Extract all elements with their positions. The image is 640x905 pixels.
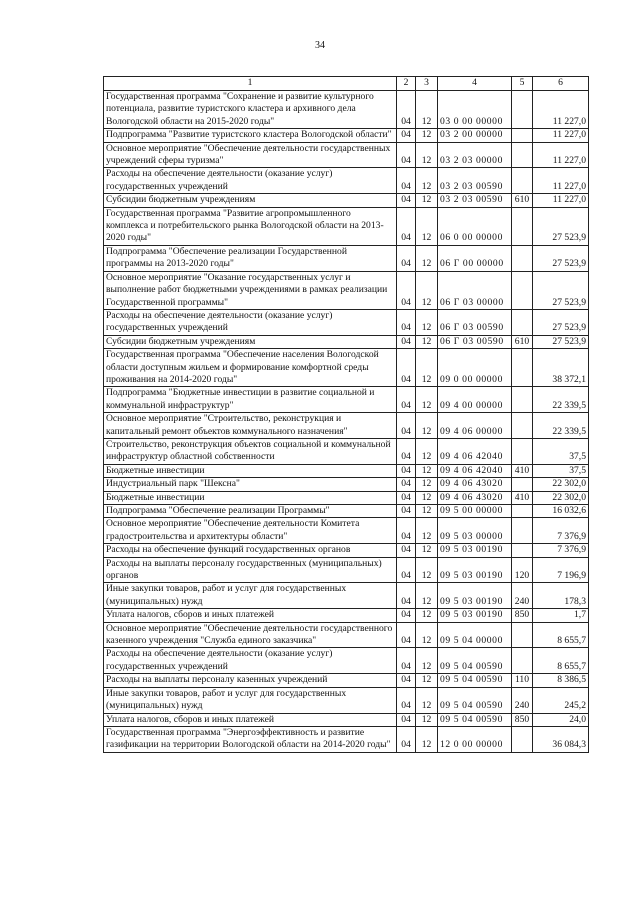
amount: 8 655,7: [533, 648, 589, 674]
target-article-code: 09 5 03 00190: [438, 583, 512, 609]
subsection-code: 12: [416, 491, 438, 504]
amount: 27 523,9: [533, 207, 589, 245]
amount: 8 655,7: [533, 622, 589, 648]
section-code: 04: [397, 464, 416, 477]
subsection-code: 12: [416, 622, 438, 648]
table-row: [104, 544, 589, 557]
expense-type-code: [512, 478, 533, 491]
amount: 16 032,6: [533, 505, 589, 518]
amount: 24,0: [533, 713, 589, 726]
item-name: Государственная программа "Энергоэффективность и развитие газификации на территории Вологодской области на 2014-2020 годы": [104, 726, 397, 752]
expense-type-code: [512, 622, 533, 648]
table-row: [104, 505, 589, 518]
expense-type-code: 850: [512, 713, 533, 726]
expense-type-code: [512, 648, 533, 674]
amount: 11 227,0: [533, 142, 589, 168]
amount: 27 523,9: [533, 271, 589, 309]
target-article-code: 06 Г 03 00590: [438, 335, 512, 348]
subsection-code: 12: [416, 648, 438, 674]
table-row: [104, 648, 589, 674]
target-article-code: 09 5 04 00000: [438, 622, 512, 648]
section-code: 04: [397, 674, 416, 687]
subsection-code: 12: [416, 349, 438, 387]
amount: 37,5: [533, 438, 589, 464]
target-article-code: 06 0 00 00000: [438, 207, 512, 245]
subsection-code: 12: [416, 557, 438, 583]
section-code: 04: [397, 309, 416, 335]
subsection-code: 12: [416, 505, 438, 518]
table-row: [104, 674, 589, 687]
section-code: 04: [397, 544, 416, 557]
item-name: Расходы на обеспечение деятельности (оказание услуг) государственных учреждений: [104, 168, 397, 194]
subsection-code: 12: [416, 194, 438, 207]
table-row: [104, 194, 589, 207]
target-article-code: 12 0 00 00000: [438, 726, 512, 752]
table-row: [104, 349, 589, 387]
table-row: [104, 309, 589, 335]
item-name: Расходы на обеспечение деятельности (оказание услуг) государственных учреждений: [104, 309, 397, 335]
target-article-code: 09 5 03 00190: [438, 544, 512, 557]
amount: 27 523,9: [533, 335, 589, 348]
section-code: 04: [397, 478, 416, 491]
section-code: 04: [397, 726, 416, 752]
subsection-code: 12: [416, 609, 438, 622]
section-code: 04: [397, 609, 416, 622]
item-name: Государственная программа "Сохранение и развитие культурного потенциала, развитие туристского кластера и архивного дела Вологодской области на 2015-2020 годы": [104, 91, 397, 129]
expense-type-code: [512, 129, 533, 142]
subsection-code: 12: [416, 168, 438, 194]
subsection-code: 12: [416, 713, 438, 726]
budget-table: [103, 76, 589, 753]
table-row: [104, 478, 589, 491]
subsection-code: 12: [416, 674, 438, 687]
item-name: Расходы на обеспечение деятельности (оказание услуг) государственных учреждений: [104, 648, 397, 674]
target-article-code: 09 0 00 00000: [438, 349, 512, 387]
table-row: [104, 245, 589, 271]
section-code: 04: [397, 168, 416, 194]
item-name: Бюджетные инвестиции: [104, 464, 397, 477]
item-name: Основное мероприятие "Оказание государственных услуг и выполнение работ бюджетными учреждениями в рамках реализации Государственной программы": [104, 271, 397, 309]
section-code: 04: [397, 349, 416, 387]
expense-type-code: [512, 309, 533, 335]
target-article-code: 09 5 04 00590: [438, 713, 512, 726]
expense-type-code: [512, 349, 533, 387]
subsection-code: 12: [416, 478, 438, 491]
amount: 178,3: [533, 583, 589, 609]
target-article-code: 06 Г 00 00000: [438, 245, 512, 271]
expense-type-code: 850: [512, 609, 533, 622]
target-article-code: 06 Г 03 00000: [438, 271, 512, 309]
section-code: 04: [397, 387, 416, 413]
subsection-code: 12: [416, 583, 438, 609]
expense-type-code: 240: [512, 687, 533, 713]
item-name: Иные закупки товаров, работ и услуг для государственных (муниципальных) нужд: [104, 687, 397, 713]
target-article-code: 09 4 06 00000: [438, 413, 512, 439]
header-col-1: 1: [104, 77, 397, 91]
item-name: Основное мероприятие "Обеспечение деятельности государственного казенного учреждения "Служба единого заказчика": [104, 622, 397, 648]
section-code: 04: [397, 335, 416, 348]
expense-type-code: [512, 245, 533, 271]
target-article-code: 09 4 00 00000: [438, 387, 512, 413]
expense-type-code: [512, 518, 533, 544]
expense-type-code: 110: [512, 674, 533, 687]
item-name: Подпрограмма "Бюджетные инвестиции в развитие социальной и коммунальной инфраструктур": [104, 387, 397, 413]
item-name: Уплата налогов, сборов и иных платежей: [104, 713, 397, 726]
target-article-code: 09 5 00 00000: [438, 505, 512, 518]
subsection-code: 12: [416, 309, 438, 335]
table-row: [104, 491, 589, 504]
amount: 7 376,9: [533, 518, 589, 544]
amount: 22 302,0: [533, 491, 589, 504]
expense-type-code: [512, 387, 533, 413]
target-article-code: 03 2 03 00000: [438, 142, 512, 168]
table-row: [104, 129, 589, 142]
table-row: [104, 713, 589, 726]
section-code: 04: [397, 687, 416, 713]
table-row: [104, 438, 589, 464]
target-article-code: 03 2 03 00590: [438, 168, 512, 194]
item-name: Субсидии бюджетным учреждениям: [104, 194, 397, 207]
amount: 7 376,9: [533, 544, 589, 557]
expense-type-code: [512, 91, 533, 129]
item-name: Индустриальный парк "Шексна": [104, 478, 397, 491]
expense-type-code: [512, 271, 533, 309]
expense-type-code: [512, 142, 533, 168]
section-code: 04: [397, 491, 416, 504]
target-article-code: 09 4 06 42040: [438, 464, 512, 477]
amount: 11 227,0: [533, 168, 589, 194]
item-name: Расходы на выплаты персоналу казенных учреждений: [104, 674, 397, 687]
table-row: [104, 518, 589, 544]
item-name: Подпрограмма "Обеспечение реализации Программы": [104, 505, 397, 518]
amount: 245,2: [533, 687, 589, 713]
subsection-code: 12: [416, 687, 438, 713]
header-col-4: 4: [438, 77, 512, 91]
table-row: [104, 726, 589, 752]
item-name: Субсидии бюджетным учреждениям: [104, 335, 397, 348]
item-name: Государственная программа "Развитие агропромышленного комплекса и потребительского рынка Вологодской области на 2013-2020 годы": [104, 207, 397, 245]
amount: 11 227,0: [533, 194, 589, 207]
expense-type-code: [512, 207, 533, 245]
amount: 11 227,0: [533, 91, 589, 129]
item-name: Бюджетные инвестиции: [104, 491, 397, 504]
subsection-code: 12: [416, 518, 438, 544]
subsection-code: 12: [416, 464, 438, 477]
expense-type-code: [512, 168, 533, 194]
item-name: Подпрограмма "Развитие туристского кластера Вологодской области": [104, 129, 397, 142]
expense-type-code: [512, 505, 533, 518]
expense-type-code: 410: [512, 491, 533, 504]
amount: 22 339,5: [533, 413, 589, 439]
table-body: [104, 91, 589, 753]
expense-type-code: 240: [512, 583, 533, 609]
item-name: Основное мероприятие "Строительство, реконструкция и капитальный ремонт объектов коммунального назначения": [104, 413, 397, 439]
section-code: 04: [397, 713, 416, 726]
subsection-code: 12: [416, 245, 438, 271]
section-code: 04: [397, 557, 416, 583]
table-row: [104, 687, 589, 713]
table-row: [104, 142, 589, 168]
item-name: Основное мероприятие "Обеспечение деятельности Комитета градостроительства и архитектуры области": [104, 518, 397, 544]
section-code: 04: [397, 91, 416, 129]
amount: 38 372,1: [533, 349, 589, 387]
table-row: [104, 91, 589, 129]
target-article-code: 09 5 04 00590: [438, 687, 512, 713]
section-code: 04: [397, 583, 416, 609]
item-name: Расходы на обеспечение функций государственных органов: [104, 544, 397, 557]
page-number: 34: [315, 40, 325, 51]
target-article-code: 09 4 06 43020: [438, 478, 512, 491]
section-code: 04: [397, 438, 416, 464]
expense-type-code: [512, 438, 533, 464]
amount: 22 302,0: [533, 478, 589, 491]
subsection-code: 12: [416, 544, 438, 557]
subsection-code: 12: [416, 413, 438, 439]
expense-type-code: [512, 726, 533, 752]
subsection-code: 12: [416, 142, 438, 168]
item-name: Уплата налогов, сборов и иных платежей: [104, 609, 397, 622]
target-article-code: 06 Г 03 00590: [438, 309, 512, 335]
table-row: [104, 609, 589, 622]
target-article-code: 03 2 00 00000: [438, 129, 512, 142]
item-name: Расходы на выплаты персоналу государственных (муниципальных) органов: [104, 557, 397, 583]
table-row: [104, 557, 589, 583]
expense-type-code: [512, 544, 533, 557]
subsection-code: 12: [416, 387, 438, 413]
section-code: 04: [397, 648, 416, 674]
subsection-code: 12: [416, 207, 438, 245]
subsection-code: 12: [416, 271, 438, 309]
section-code: 04: [397, 245, 416, 271]
table-row: [104, 271, 589, 309]
section-code: 04: [397, 194, 416, 207]
item-name: Основное мероприятие "Обеспечение деятельности государственных учреждений сферы туризма": [104, 142, 397, 168]
amount: 1,7: [533, 609, 589, 622]
target-article-code: 09 5 03 00190: [438, 609, 512, 622]
target-article-code: 09 5 04 00590: [438, 674, 512, 687]
item-name: Подпрограмма "Обеспечение реализации Государственной программы на 2013-2020 годы": [104, 245, 397, 271]
amount: 27 523,9: [533, 309, 589, 335]
target-article-code: 09 4 06 43020: [438, 491, 512, 504]
amount: 11 227,0: [533, 129, 589, 142]
section-code: 04: [397, 207, 416, 245]
expense-type-code: 610: [512, 194, 533, 207]
item-name: Строительство, реконструкция объектов социальной и коммунальной инфраструктур областной собственности: [104, 438, 397, 464]
section-code: 04: [397, 518, 416, 544]
amount: 27 523,9: [533, 245, 589, 271]
section-code: 04: [397, 271, 416, 309]
target-article-code: 03 2 03 00590: [438, 194, 512, 207]
target-article-code: 09 5 04 00590: [438, 648, 512, 674]
subsection-code: 12: [416, 726, 438, 752]
table-row: [104, 583, 589, 609]
subsection-code: 12: [416, 335, 438, 348]
target-article-code: 03 0 00 00000: [438, 91, 512, 129]
section-code: 04: [397, 129, 416, 142]
subsection-code: 12: [416, 91, 438, 129]
section-code: 04: [397, 142, 416, 168]
table-row: [104, 622, 589, 648]
section-code: 04: [397, 505, 416, 518]
amount: 8 386,5: [533, 674, 589, 687]
amount: 37,5: [533, 464, 589, 477]
target-article-code: 09 4 06 42040: [438, 438, 512, 464]
table-header-row: [104, 77, 589, 91]
expense-type-code: 410: [512, 464, 533, 477]
header-col-6: 6: [533, 77, 589, 91]
item-name: Иные закупки товаров, работ и услуг для государственных (муниципальных) нужд: [104, 583, 397, 609]
amount: 7 196,9: [533, 557, 589, 583]
table-row: [104, 207, 589, 245]
target-article-code: 09 5 03 00190: [438, 557, 512, 583]
header-col-5: 5: [512, 77, 533, 91]
item-name: Государственная программа "Обеспечение населения Вологодской области доступным жильем и формирование комфортной среды проживания на 2014-2020 годы": [104, 349, 397, 387]
amount: 22 339,5: [533, 387, 589, 413]
header-col-2: 2: [397, 77, 416, 91]
expense-type-code: [512, 413, 533, 439]
table-row: [104, 413, 589, 439]
subsection-code: 12: [416, 438, 438, 464]
table-row: [104, 387, 589, 413]
section-code: 04: [397, 622, 416, 648]
table-row: [104, 464, 589, 477]
header-col-3: 3: [416, 77, 438, 91]
subsection-code: 12: [416, 129, 438, 142]
section-code: 04: [397, 413, 416, 439]
expense-type-code: 120: [512, 557, 533, 583]
table-row: [104, 335, 589, 348]
amount: 36 084,3: [533, 726, 589, 752]
table-row: [104, 168, 589, 194]
target-article-code: 09 5 03 00000: [438, 518, 512, 544]
expense-type-code: 610: [512, 335, 533, 348]
